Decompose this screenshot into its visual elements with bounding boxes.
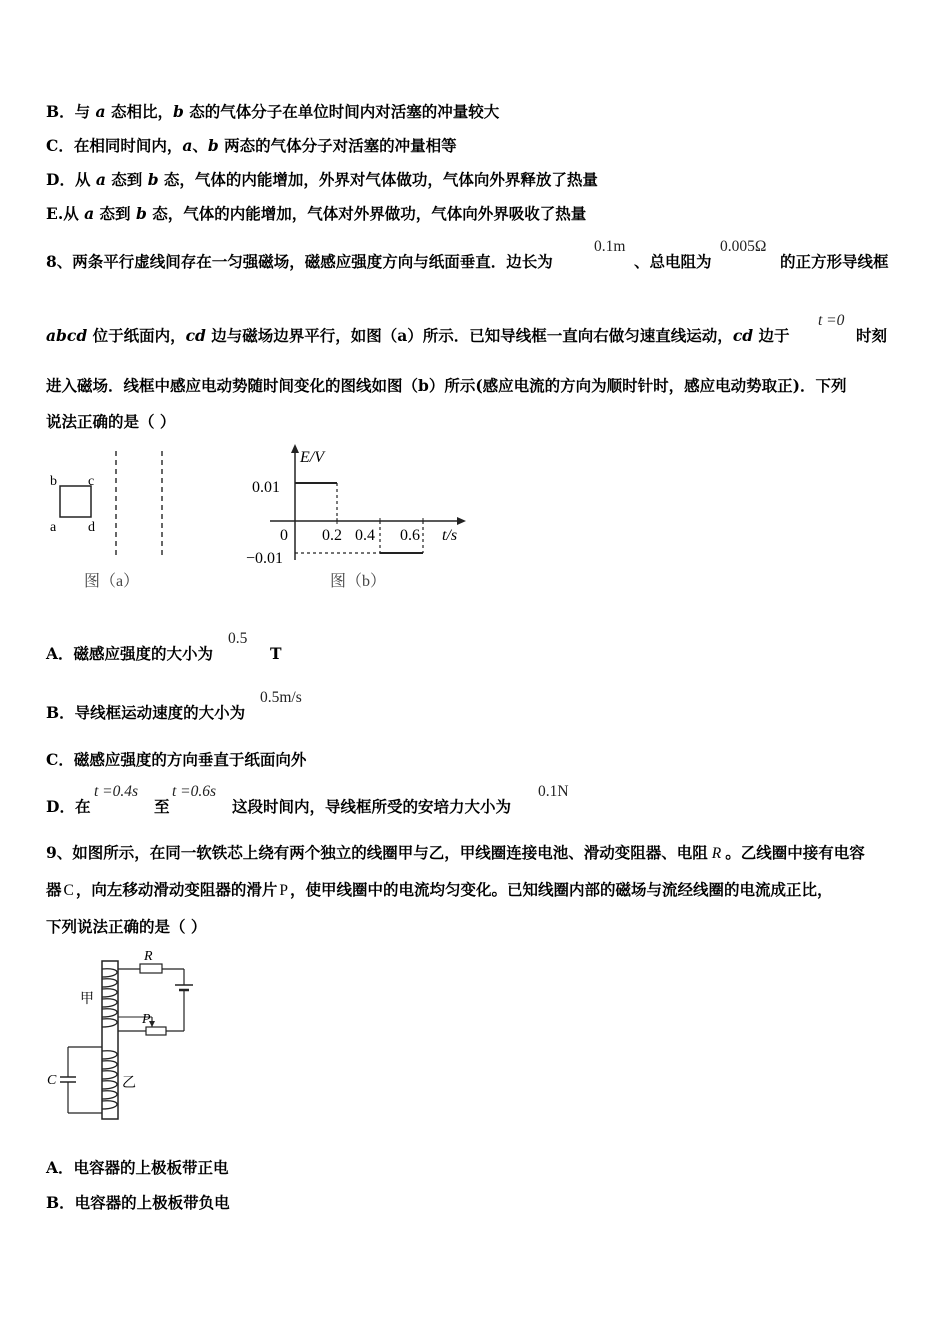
vertex-c-label: c: [88, 474, 95, 489]
y-axis-label: E/V: [300, 449, 324, 466]
x-axis-arrow: [457, 517, 466, 525]
y-axis-arrow: [291, 444, 299, 453]
label-jia: 甲: [80, 992, 94, 1007]
q8-option-a: A．磁感应强度的大小为: [46, 644, 214, 663]
q8-option-a-unit: T: [270, 644, 282, 663]
y-tick-negative: −0.01: [246, 550, 284, 567]
q8-stem-line2: abcd 位于纸面内，cd 边与磁场边界平行，如图（a）所示．已知导线框一直向右做匀速直线运动，cd 边于: [46, 326, 790, 345]
figure-a-caption: 图（a）: [84, 573, 140, 590]
q8-stem-line4: 说法正确的是（ ）: [46, 412, 176, 431]
q8-stem-line2-post: 时刻: [856, 326, 888, 345]
q8-option-d-t2: t =0.6s: [172, 783, 217, 800]
q8-stem-line1: 8、两条平行虚线间存在一匀强磁场，磁感应强度方向与纸面垂直．边长为: [46, 252, 553, 271]
q8-option-d-post: 这段时间内，导线框所受的安培力大小为: [232, 797, 512, 816]
figure-b-caption: 图（b）: [330, 573, 387, 590]
q9-figure: [44, 947, 214, 1127]
q8-resistance: 0.005Ω: [720, 238, 767, 255]
q8-option-b: B．导线框运动速度的大小为: [46, 703, 246, 722]
vertex-d-label: d: [88, 520, 95, 535]
q8-t0: t =0: [818, 312, 845, 329]
label-yi: 乙: [122, 1076, 136, 1091]
square-wire-frame: [60, 486, 91, 517]
q8-option-d-t1: t =0.4s: [94, 783, 139, 800]
q9-option-a: A．电容器的上极板带正电: [46, 1158, 229, 1177]
q8-stem-line3: 进入磁场．线框中感应电动势随时间变化的图线如图（b）所示(感应电流的方向为顺时针时，感应电动势取正)．下列: [46, 376, 847, 395]
x-axis-label: t/s: [442, 527, 458, 544]
label-r: R: [144, 949, 153, 964]
vertex-a-label: a: [50, 520, 57, 535]
rheostat: [146, 1027, 166, 1035]
q8-side-length: 0.1m: [594, 238, 626, 255]
q9-option-b: B．电容器的上极板带负电: [46, 1193, 230, 1212]
x-tick-0.2-label: 0.2: [322, 527, 342, 544]
q8-option-a-value: 0.5: [228, 630, 248, 647]
q8-stem-line1-mid: 、总电阻为: [634, 252, 712, 271]
q8-option-c: C．磁感应强度的方向垂直于纸面向外: [46, 750, 307, 769]
y-tick-positive: 0.01: [252, 479, 280, 496]
q7-option-c: C．在相同时间内，a、b 两态的气体分子对活塞的冲量相等: [46, 136, 457, 155]
q7-option-b: B．与 a 态相比，b 态的气体分子在单位时间内对活塞的冲量较大: [46, 102, 500, 121]
resistor-r: [140, 964, 162, 973]
q8-option-d-mid: 至: [154, 797, 170, 816]
q7-option-e: E.从 a 态到 b 态，气体的内能增加，气体对外界做功，气体向外界吸收了热量: [46, 204, 587, 223]
q7-option-d: D．从 a 态到 b 态，气体的内能增加，外界对气体做功，气体向外界释放了热量: [46, 170, 598, 189]
q8-figure-a: [44, 445, 184, 595]
label-p: P: [142, 1012, 151, 1027]
q9-stem-line3: 下列说法正确的是（ ）: [46, 917, 207, 936]
q8-option-d-value: 0.1N: [538, 783, 569, 800]
origin-label: 0: [280, 527, 288, 544]
q8-figure-b: [240, 440, 480, 595]
q8-option-d-pre: D．在: [46, 797, 91, 816]
q8-stem-line1-post: 的正方形导线框: [780, 252, 889, 271]
q9-stem-line1: 9、如图所示，在同一软铁芯上绕有两个独立的线圈甲与乙，甲线圈连接电池、滑动变阻器、电阻 R 。乙线圈中接有电容: [46, 843, 865, 862]
x-tick-0.6-label: 0.6: [400, 527, 420, 544]
q8-option-b-value: 0.5m/s: [260, 689, 302, 706]
vertex-b-label: b: [50, 474, 57, 489]
x-tick-0.4-label: 0.4: [355, 527, 375, 544]
q9-stem-line2: 器 C ，向左移动滑动变阻器的滑片 P ，使甲线圈中的电流均匀变化。已知线圈内部的磁场与流经线圈的电流成正比，: [46, 880, 833, 899]
label-c: C: [47, 1073, 57, 1088]
